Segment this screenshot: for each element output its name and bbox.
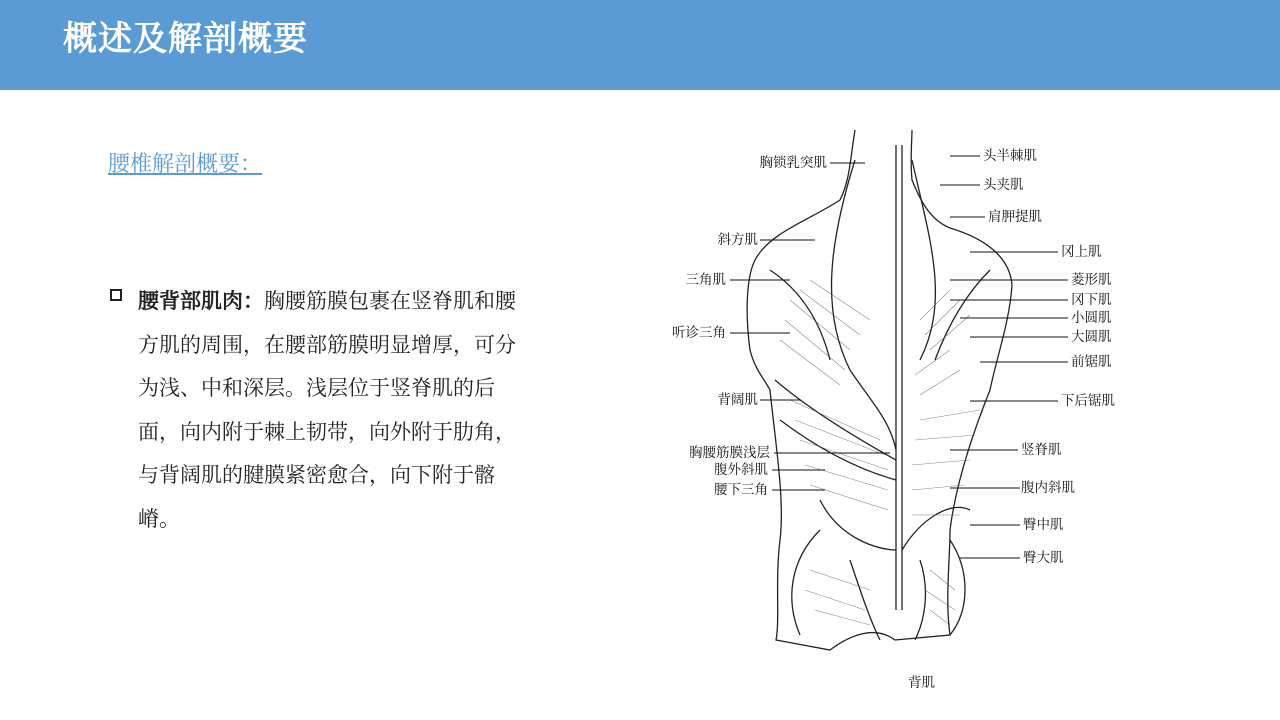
label-erector-spinae: 竖脊肌 xyxy=(1021,442,1062,458)
figure-caption: 背肌 xyxy=(908,675,935,691)
label-infraspinatus: 冈下肌 xyxy=(1071,292,1112,308)
label-teres-major: 大圆肌 xyxy=(1071,329,1112,345)
label-semispinalis-capitis: 头半棘肌 xyxy=(983,148,1037,164)
label-levator-scapulae: 肩胛提肌 xyxy=(988,209,1042,225)
label-splenius-capitis: 头夹肌 xyxy=(983,177,1024,193)
label-teres-minor: 小圆肌 xyxy=(1071,310,1112,326)
slide-title: 概述及解剖概要 xyxy=(63,19,308,59)
label-gluteus-medius: 臀中肌 xyxy=(1023,517,1064,533)
label-inferior-lumbar-triangle: 腰下三角 xyxy=(714,482,768,498)
label-trapezius: 斜方肌 xyxy=(717,232,758,248)
label-external-oblique: 腹外斜肌 xyxy=(714,462,768,478)
section-subtitle-link[interactable]: 腰椎解剖概要： xyxy=(108,152,263,177)
label-supraspinatus: 冈上肌 xyxy=(1061,244,1102,260)
label-serratus-posterior-inferior: 下后锯肌 xyxy=(1061,393,1115,409)
bullet-body-text: 胸腰筋膜包裹在竖脊肌和腰方肌的周围，在腰部筋膜明显增厚，可分为浅、中和深层。浅层位于竖脊肌的后面，向内附于棘上韧带，向外附于肋角，与背阔肌的腱膜紧密愈合，向下附于髂嵴。 xyxy=(138,289,516,531)
label-thoracolumbar-fascia: 胸腰筋膜浅层 xyxy=(689,445,770,461)
label-auscultation-triangle: 听诊三角 xyxy=(672,325,726,341)
label-internal-oblique: 腹内斜肌 xyxy=(1021,480,1075,496)
label-sternocleidomastoid: 胸锁乳突肌 xyxy=(759,155,827,171)
bullet-heading: 腰背部肌肉： xyxy=(138,289,264,313)
back-muscle-illustration xyxy=(650,120,1120,710)
label-deltoid: 三角肌 xyxy=(685,272,726,288)
bullet-square-icon xyxy=(110,289,122,301)
label-serratus-anterior: 前锯肌 xyxy=(1071,354,1112,370)
label-latissimus-dorsi: 背阔肌 xyxy=(717,392,758,408)
back-muscle-anatomy-figure xyxy=(650,120,1120,710)
label-gluteus-maximus: 臀大肌 xyxy=(1023,550,1064,566)
bullet-paragraph xyxy=(138,280,530,541)
label-rhomboid: 菱形肌 xyxy=(1071,272,1112,288)
